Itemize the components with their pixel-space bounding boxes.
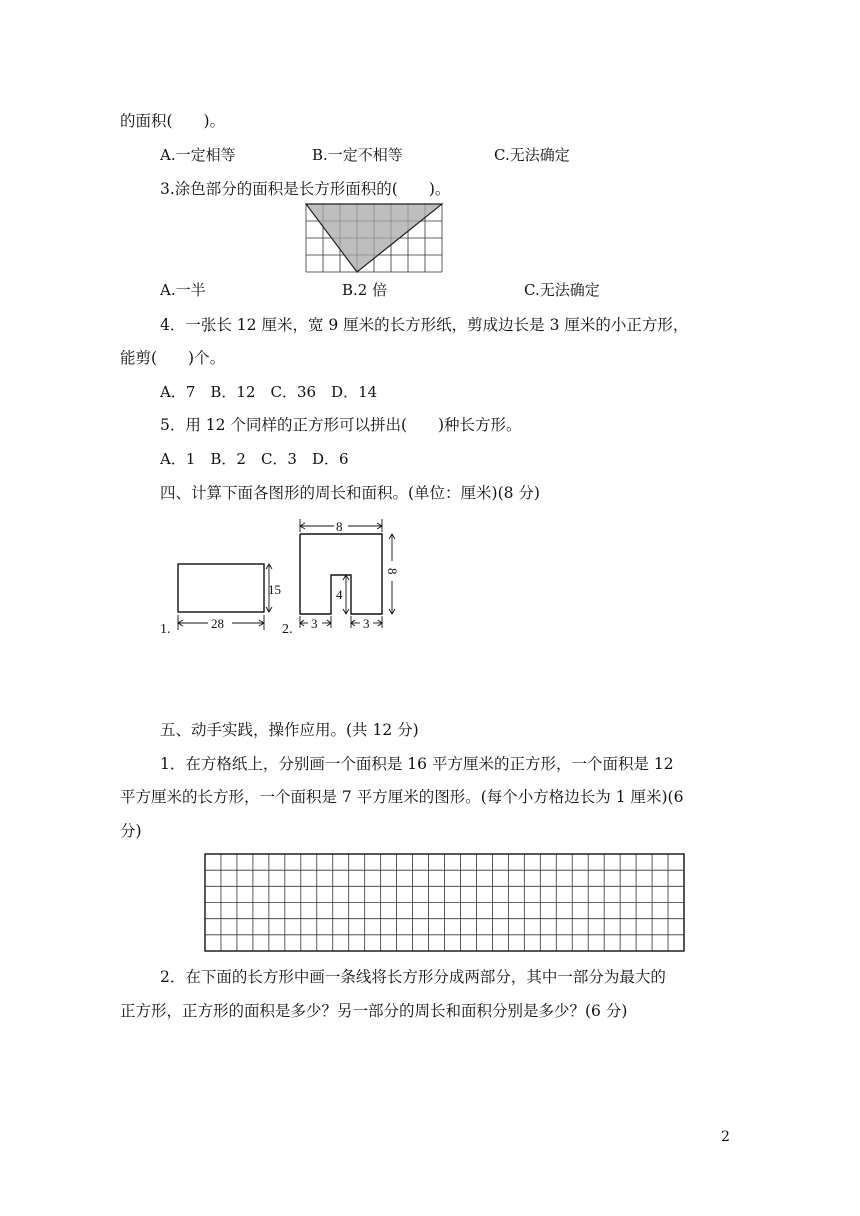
drawing-grid[interactable] <box>205 854 685 954</box>
q3-text: 3.涂色部分的面积是长方形面积的( )。 <box>160 180 451 198</box>
q3-grid-figure <box>306 204 444 274</box>
q5-text: 5．用 12 个同样的正方形可以拼出( )种长方形。 <box>160 416 522 434</box>
fig1-height-label: 15 <box>268 582 281 597</box>
q4-line2: 能剪( )个。 <box>120 349 226 367</box>
q4-line1: 4．一张长 12 厘米，宽 9 厘米的长方形纸，剪成边长是 3 厘米的小正方形， <box>160 316 689 334</box>
p2-line1: 2．在下面的长方形中画一条线将长方形分成两部分，其中一部分为最大的 <box>160 968 666 986</box>
p1-line3: 分) <box>120 822 142 840</box>
q2-option-a: A.一定相等 <box>160 146 236 164</box>
page-number: 2 <box>721 1129 730 1145</box>
fig2-right-label: 8 <box>385 568 400 575</box>
fig2-right-base-label: 3 <box>363 616 370 631</box>
q2-option-b: B.一定不相等 <box>312 146 403 164</box>
q2-tail: 的面积( )。 <box>120 112 226 130</box>
q2-option-c: C.无法确定 <box>494 146 570 164</box>
q3-option-a: A.一半 <box>160 281 206 299</box>
fig2-top-label: 8 <box>336 519 343 534</box>
q4-options: A．7 B．12 C．36 D．14 <box>160 383 378 401</box>
figure1-rectangle <box>160 560 290 640</box>
q3-option-b: B.2 倍 <box>342 281 388 299</box>
fig2-notch-label: 4 <box>336 587 343 602</box>
figure2-notched-shape <box>282 515 412 635</box>
p1-line1: 1．在方格纸上，分别画一个面积是 16 平方厘米的正方形，一个面积是 12 <box>160 755 674 773</box>
section4-title: 四、计算下面各图形的周长和面积。(单位：厘米)(8 分) <box>160 484 540 502</box>
fig1-number: 1. <box>160 622 171 637</box>
p2-line2: 正方形，正方形的面积是多少？另一部分的周长和面积分别是多少？(6 分) <box>120 1002 628 1020</box>
fig2-left-base-label: 3 <box>311 616 318 631</box>
fig1-width-label: 28 <box>211 616 224 631</box>
q5-options: A．1 B．2 C．3 D．6 <box>160 450 349 468</box>
q3-option-c: C.无法确定 <box>524 281 600 299</box>
p1-line2: 平方厘米的长方形，一个面积是 7 平方厘米的图形。(每个小方格边长为 1 厘米)(6 <box>120 788 684 806</box>
section5-title: 五、动手实践，操作应用。(共 12 分) <box>160 721 419 739</box>
fig2-number: 2. <box>282 622 293 637</box>
